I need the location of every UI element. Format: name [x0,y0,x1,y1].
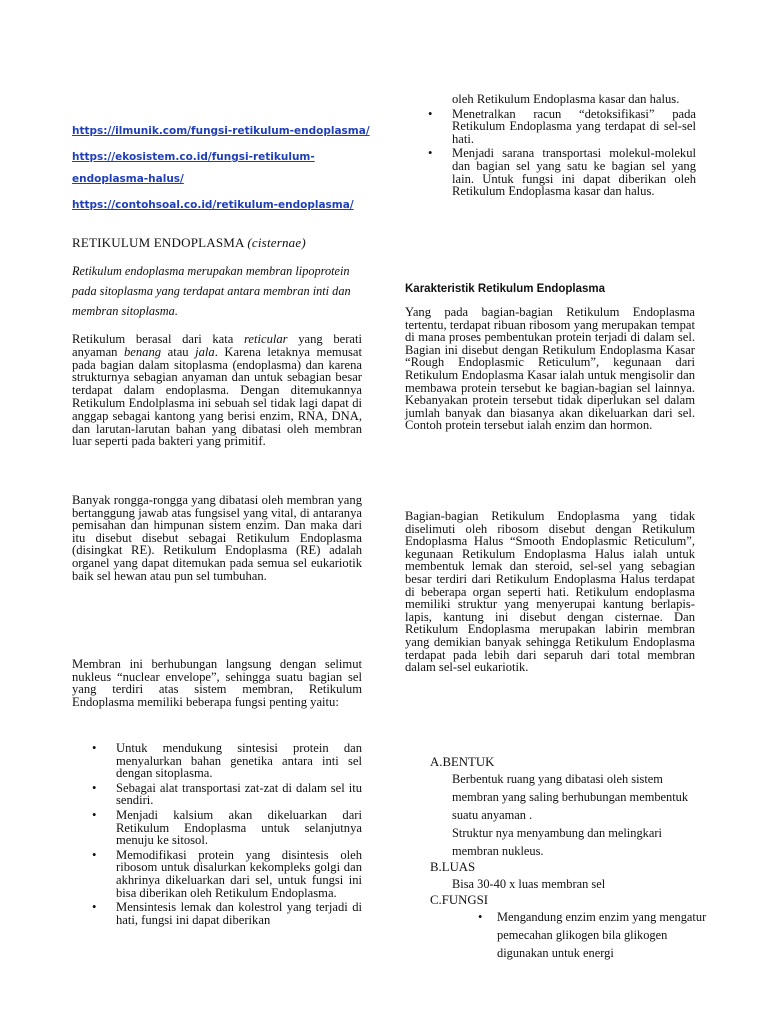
list-item: • Memodifikasi protein yang disintesis oleh ribosom untuk disalurkan kekompleks golgi dan akhrinya dikeluarkan dari sel, untuk fungsi ini bisa diberikan oleh Retikulum Endoplasma. [92,847,362,900]
left-column [72,235,362,448]
definition: Retikulum endoplasma merupakan membran lipoprotein pada sitoplasma yang terdapat antara membran inti dan membran sitoplasma. [72,264,351,318]
list-item: • Sebagai alat transportasi zat-zat di dalam sel itu sendiri. [92,780,362,808]
outline-a-body: Berbentuk ruang yang dibatasi oleh sistem membran yang saling berhubungan membentuk suatu anyaman . Struktur nya menyambung dan melingkari membran nukleus. [452,772,689,858]
outline-list [430,755,710,962]
paragraph-cavities: Banyak rongga-rongga yang dibatasi oleh membran yang bertanggung jawab atas fungsisel yang vital, di antaranya pemisahan dan himpunan sistem enzim. Dan maka dari itu disebut disebut sebagai Retikulum Endoplasma (disingkat RE). Retikulum Endoplasma (RE) adalah organel yang dapat ditemukan pada semua sel eukariotik baik sel hewan atau pun sel tumbuhan. [72,493,362,583]
right-paragraph-1 [405,306,695,432]
section-heading-block [405,283,695,295]
left-paragraph-2 [72,494,362,582]
outline-b-body: Bisa 30-40 x luas membran sel [452,877,606,891]
outline-c-bullet: • Mengandung enzim enzim yang mengatur pemecahan glikogen bila glikogen digunakan untuk energi [478,910,707,960]
list-item: • Untuk mendukung sintesisi protein dan menyalurkan bahan genetika antara inti sel dengan sitoplasma. [92,741,362,781]
title-main: RETIKULUM ENDOPLASMA [72,235,244,250]
list-item: • Menetralkan racun “detoksifikasi” pada Retikulum Endoplasma yang terdapat di sel-sel hati. [428,106,696,146]
paragraph-rough-er: Yang pada bagian-bagian Retikulum Endoplasma tertentu, terdapat ribuan ribosom yang merupakan tempat di mana proses pembentukan protein terjadi di dalam sel. Bagian ini disebut dengan Retikulum Endoplasma Kasar “Rough Endoplasmic Reticulum”, kegunaan dari Retikulum Endoplasma Kasar ialah untuk mengisolir dan membawa protein tersebut ke bagian-bagian sel lainnya. Kebanyakan protein tersebut tidak diperlukan sel dalam jumlah banyak dan biasanya akan dikeluarkan dari sel. Contoh protein tersebut ialah enzim dan hormon. [405,305,695,433]
link-contohsoal[interactable]: https://contohsoal.co.id/retikulum-endoplasma/ [72,199,354,211]
doc-title [72,235,362,251]
list-item: • Menjadi kalsium akan dikeluarkan dari Retikulum Endoplasma untuk selanjutnya menuju ke sitosol. [92,807,362,848]
right-paragraph-2 [405,510,695,674]
link-ekosistem[interactable]: https://ekosistem.co.id/fungsi-retikulum-endoplasma-halus/ [72,151,315,185]
paragraph-membrane: Membran ini berhubungan langsung dengan selimut nukleus “nuclear envelope”, sehingga suatu bagian sel yang terdiri atas sistem membran, Retikulum Endoplasma memiliki beberapa fungsi penting yaitu: [72,657,362,709]
link-ilmunik[interactable]: https://ilmunik.com/fungsi-retikulum-endoplasma/ [72,125,370,137]
left-bullet-list [90,742,362,928]
continued-text: oleh Retikulum Endoplasma kasar dan halus. [452,92,680,106]
section-heading: Karakteristik Retikulum Endoplasma [405,283,606,295]
list-item: • Mensintesis lemak dan kolestrol yang terjadi di hati, fungsi ini dapat diberikan [92,900,362,927]
right-top-continuation [426,93,696,200]
paragraph-smooth-er: Bagian-bagian Retikulum Endoplasma yang tidak diselimuti oleh ribosom disebut dengan Retikulum Endoplasma Halus “Smooth Endoplasmic Reticulum”, kegunaan Retikulum Endoplasma Halus ialah untuk membentuk lemak dan steroid, sel-sel yang sebagian besar terdiri dari Retikulum Endoplasma Halus terdapat di beberapa organ seperti hati. Retikulum endoplasma memiliki struktur yang menyerupai kantung berlapis-lapis, kantung ini disebut dengan cisternae. Dan Retikulum Endoplasma merupakan labirin membran yang demikian banyak sehingga Retikulum Endoplasma terdapat pada lebih dari separuh dari total membran dalam sel-sel eukariotik. [405,509,695,675]
outline-item-c: C.FUNGSI [430,893,488,907]
paragraph-origin: Retikulum berasal dari kata reticular yang berati anyaman benang atau jala. Karena letaknya memusat pada bagian dalam sitoplasma (endoplasma) dan karena strukturnya sebagian anyaman dan untuk sebagian besar terdapat dalam endoplasma. Dengan ditemukannya Retikulum Endolplasma ini sebuah sel tidak lagi dapat di anggap sebagai kantong yang berisi enzim, RNA, DNA, dan larutan-larutan bahan yang dibatasi oleh membran luar seperti pada bakteri yang primitif. [72,332,362,449]
outline-item-b: B.LUAS [430,860,476,874]
left-paragraph-3 [72,658,362,708]
title-sub: (cisternae) [247,235,306,250]
reference-links [72,120,372,220]
list-item: • Menjadi sarana transportasi molekul-molekul dan bagian sel yang satu ke bagian sel yang lain. Untuk fungsi ini dapat diberikan oleh Retikulum Endoplasma kasar dan halus. [428,146,696,199]
outline-item-a: A.BENTUK [430,755,495,769]
